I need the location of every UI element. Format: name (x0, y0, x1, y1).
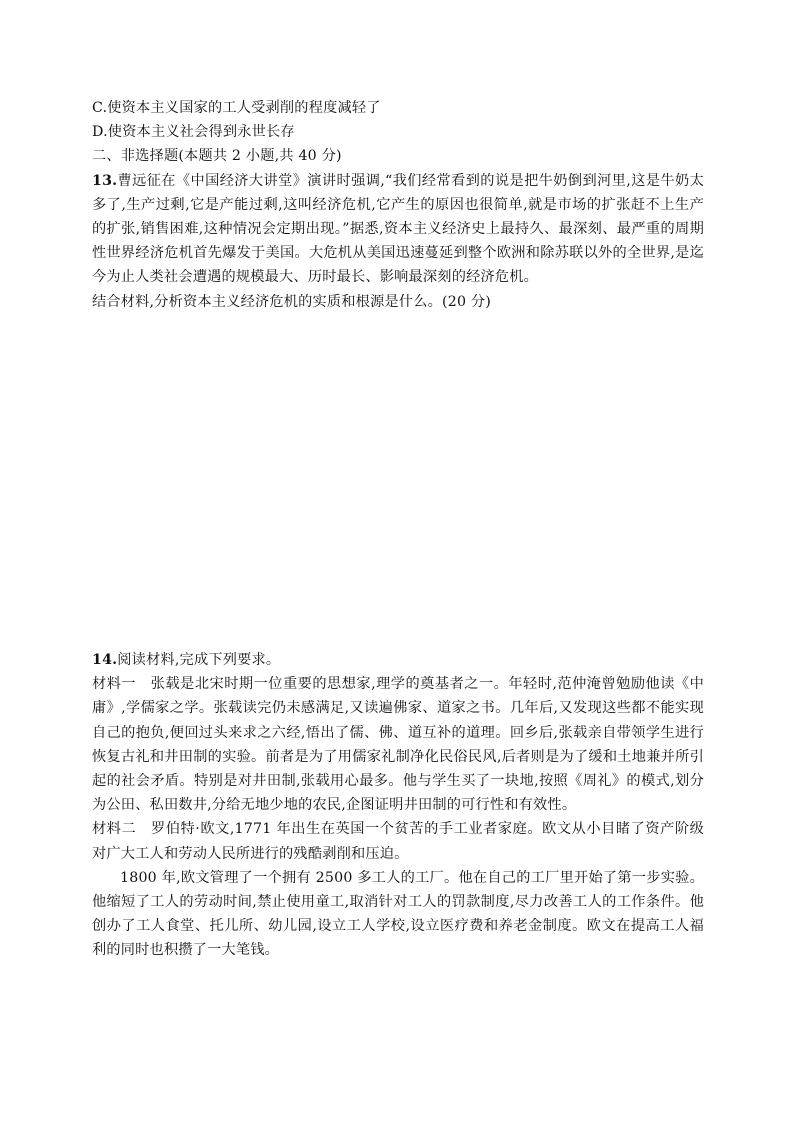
section-two-heading: 二、非选择题(本题共 2 小题,共 40 分) (92, 148, 342, 165)
question-14-intro: 阅读材料,完成下列要求。 (117, 652, 281, 668)
answer-space (92, 318, 704, 648)
question-13-text: 曹远征在《中国经济大讲堂》演讲时强调,“我们经常看到的说是把牛奶倒到河里,这是牛奶太多了,生产过剩,它是产能过剩,这叫经济危机,它产生的原因也很简单,就是市场的扩张赶不上生产的扩张,销售困难,这种情况会定期出现。”据悉,资本主义经济史上最持久、最深刻、最严重的周期性世界经济危机首先爆发于美国。大危机从美国迅速蔓延到整个欧洲和除苏联以外的全世界,是迄今为止人类社会遭遇的规模最大、历时最长、影响最深刻的经济危机。 (92, 172, 704, 286)
option-c: C.使资本主义国家的工人受剥削的程度减轻了 (92, 100, 381, 116)
question-14 (92, 648, 704, 963)
material-two-paragraph-2: 1800 年,欧文管理了一个拥有 2500 多工人的工厂。他在自己的工厂里开始了第一步实验。他缩短了工人的劳动时间,禁止使用童工,取消针对工人的罚款制度,尽力改善工人的工作条件。他创办了工人食堂、托儿所、幼儿园,设立工人学校,设立医疗费和养老金制度。欧文在提高工人福利的同时也积攒了一大笔钱。 (92, 869, 704, 959)
material-one: 材料一 张载是北宋时期一位重要的思想家,理学的奠基者之一。年轻时,范仲淹曾勉励他读《中庸》,学儒家之学。张载读完仍未感满足,又读遍佛家、道家之书。几年后,又发现这些都不能实现自己的抱负,便回过头来求之六经,悟出了儒、佛、道互补的道理。回乡后,张载亲自带领学生进行恢复古礼和井田制的实验。前者是为了用儒家礼制净化民俗民风,后者则是为了缓和土地兼并所引起的社会矛盾。特别是对井田制,张载用心最多。他与学生买了一块地,按照《周礼》的模式,划分为公田、私田数井,分给无地少地的农民,企图证明井田制的可行性和有效性。 (92, 676, 704, 814)
material-two: 材料二 罗伯特·欧文,1771 年出生在英国一个贫苦的手工业者家庭。欧文从小目睹了资产阶级对广大工人和劳动人民所进行的残酷剥削和压迫。 (92, 821, 704, 862)
question-13-prompt: 结合材料,分析资本主义经济危机的实质和根源是什么。(20 分) (92, 293, 492, 310)
question-13-number: 13. (92, 172, 118, 189)
question-14-number: 14. (92, 652, 118, 668)
option-d: D.使资本主义社会得到永世长存 (92, 124, 295, 141)
question-14-intro-line (92, 648, 704, 672)
question-13 (92, 169, 704, 290)
previous-question-options (92, 96, 704, 314)
